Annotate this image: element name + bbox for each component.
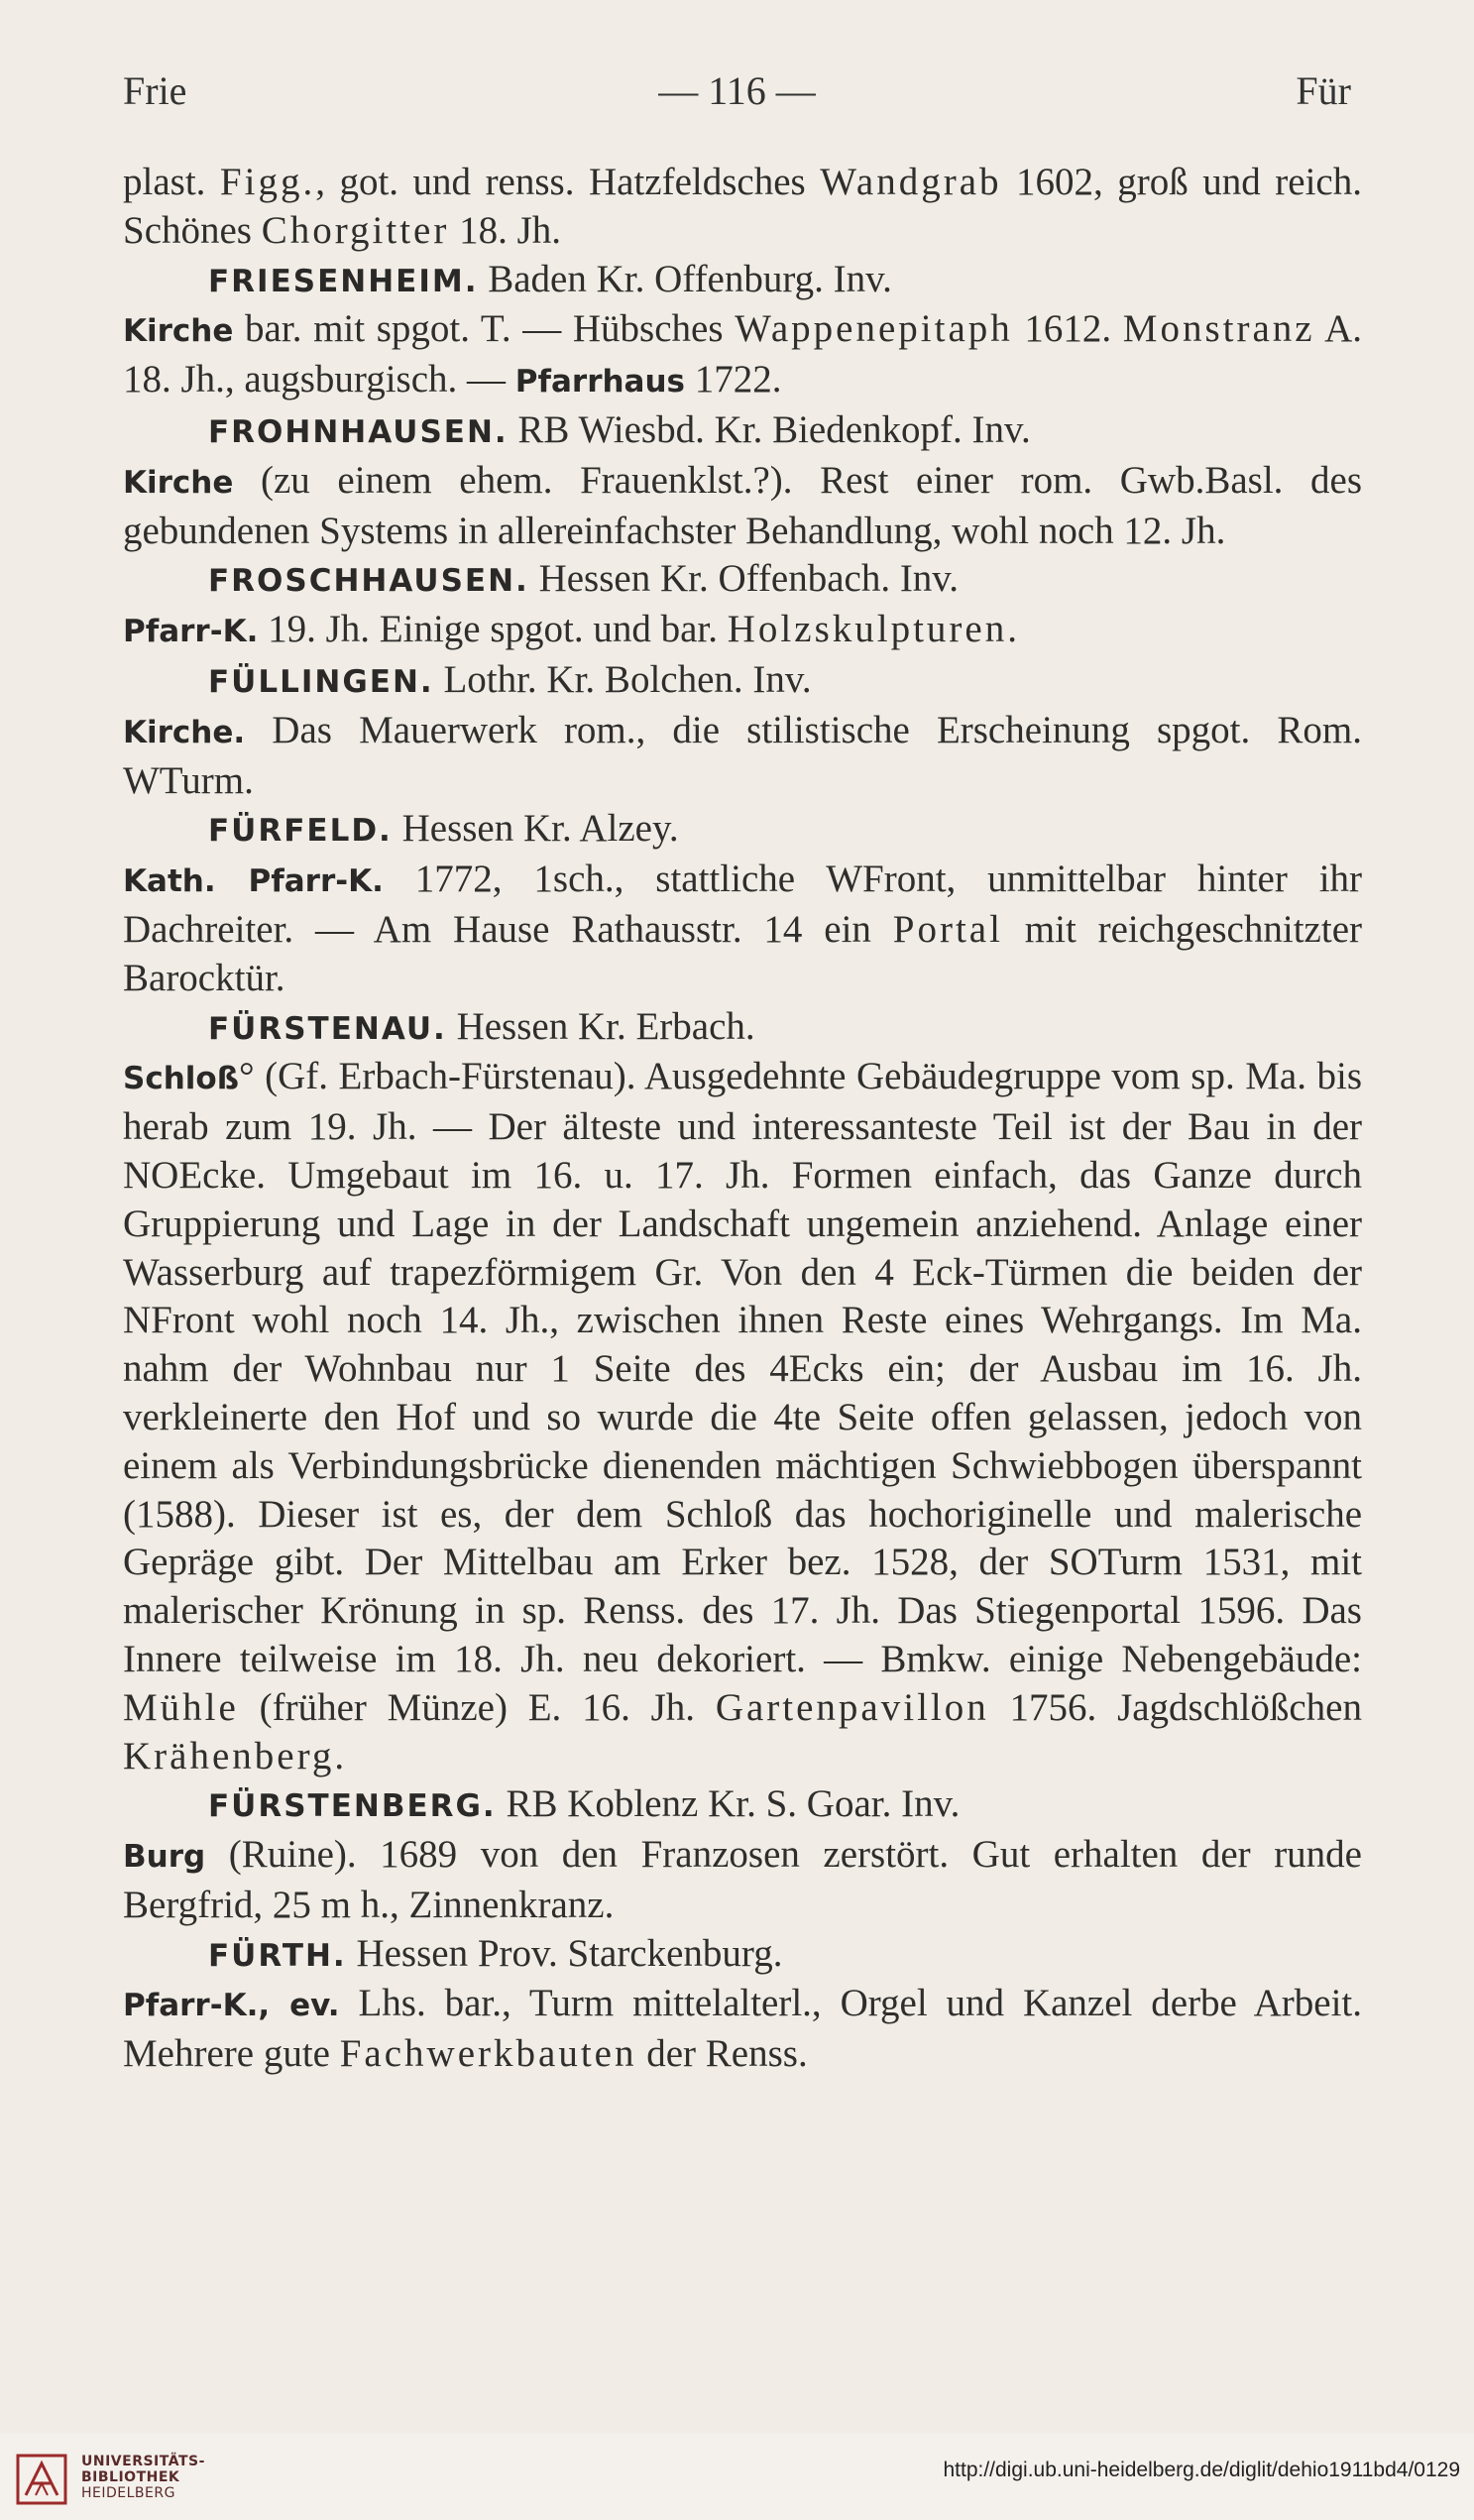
entry-heading-frohnhausen: FROHNHAUSEN. RB Wiesbd. Kr. Biedenkopf. Inv. xyxy=(208,407,1031,451)
entry-heading-froschhausen: FROSCHHAUSEN. Hessen Kr. Offenbach. Inv. xyxy=(208,557,960,601)
body-text xyxy=(123,159,1362,2079)
page-number: — 116 — xyxy=(658,68,816,113)
entry-heading-fuerstenberg: FÜRSTENBERG. RB Koblenz Kr. S. Goar. Inv. xyxy=(208,1782,961,1826)
entry-heading-fuellingen: FÜLLINGEN. Lothr. Kr. Bolchen. Inv. xyxy=(208,657,812,701)
place-name: FÜRSTENAU. xyxy=(208,1010,447,1047)
entry-body-fuerstenberg: Burg (Ruine). 1689 von den Franzosen zerstört. Gut erhalten der runde Bergfrid, 25 m h., Zinnenkranz. xyxy=(123,1833,1362,1926)
place-name: FRIESENHEIM. xyxy=(208,263,479,299)
running-head-left: Frie xyxy=(123,68,187,113)
ub-heidelberg-logo-icon xyxy=(16,2454,67,2505)
entry-body-frohnhausen: Kirche (zu einem ehem. Frauenklst.?). Rest einer rom. Gwb.Basl. des gebundenen Systems in allereinfachster Behandlung, wohl noch 12. Jh. xyxy=(123,458,1362,552)
place-name: FROSCHHAUSEN. xyxy=(208,563,529,600)
entry-heading-fuerth: FÜRTH. Hessen Prov. Starckenburg. xyxy=(208,1931,783,1975)
place-name: FROHNHAUSEN. xyxy=(208,413,509,450)
library-name: UNIVERSITÄTS- BIBLIOTHEK HEIDELBERG xyxy=(81,2454,205,2501)
entry-body-fuerstenau: Schloß° (Gf. Erbach-Fürstenau). Ausgedehnte Gebäudegruppe vom sp. Ma. bis herab zum 19. Jh. — Der älteste und interessanteste Teil ist der Bau in der NOEcke. Umgebaut im 16. u. 17. Jh. Formen einfach, das Ganze durch Gruppierung und Lage in der Landschaft ungemein anziehend. Anlage einer Wasserburg auf trapezförmigem Gr. Von den 4 Eck-Türmen die beiden der NFront wohl noch 14. Jh., zwischen ihnen Reste eines Wehrgangs. Im Ma. nahm der Wohnbau nur 1 Seite des 4Ecks ein; der Ausbau im 16. Jh. verkleinerte den Hof und so wurde die 4te Seite offen gelassen, jedoch von einem als Verbindungsbrücke dienenden mächtigen Schwiebbogen überspannt (1588). Dieser ist es, der dem Schloß das hochoriginelle und malerische Gepräge gibt. Der Mittelbau am Erker bez. 1528, der SOTurm 1531, mit malerischer Krönung in sp. Renss. des 17. Jh. Das Stiegenportal 1596. Das Innere teilweise im 18. Jh. neu dekoriert. — Bmkw. einige Nebengebäude: Mühle (früher Münze) E. 16. Jh. Gartenpavillon 1756. Jagdschlößchen Krähenberg. xyxy=(123,1055,1362,1777)
entry-body-fuellingen: Kirche. Das Mauerwerk rom., die stilistische Erscheinung spgot. Rom. WTurm. xyxy=(123,708,1362,802)
place-name: FÜRSTENBERG. xyxy=(208,1788,497,1825)
entry-body-fuerfeld: Kath. Pfarr-K. 1772, 1sch., stattliche WFront, unmittelbar hinter ihr Dachreiter. — Am Hause Rathausstr. 14 ein Portal mit reichgeschnitzter Barocktür. xyxy=(123,858,1363,999)
place-name: FÜRTH. xyxy=(208,1937,347,1974)
place-name: FÜLLINGEN. xyxy=(208,663,434,700)
place-name: FÜRFELD. xyxy=(208,813,393,850)
source-url-link[interactable]: http://digi.ub.uni-heidelberg.de/diglit/dehio1911bd4/0129 xyxy=(943,2459,1460,2481)
entry-body-friesenheim: Kirche bar. mit spgot. T. — Hübsches Wappenepitaph 1612. Monstranz A. 18. Jh., augsburgisch. — Pfarrhaus 1722. xyxy=(123,307,1363,401)
entry-heading-fuerstenau: FÜRSTENAU. Hessen Kr. Erbach. xyxy=(208,1004,755,1048)
running-head xyxy=(123,67,1351,117)
entry-heading-fuerfeld: FÜRFELD. Hessen Kr. Alzey. xyxy=(208,807,679,851)
entry-heading-friesenheim: FRIESENHEIM. Baden Kr. Offenburg. Inv. xyxy=(208,257,892,300)
continuation-paragraph: plast. Figg., got. und renss. Hatzfeldsches Wandgrab 1602, groß und reich. Schönes Chorgitter 18. Jh. xyxy=(123,161,1362,252)
entry-body-froschhausen: Pfarr-K. 19. Jh. Einige spgot. und bar. Holzskulpturen. xyxy=(123,608,1017,651)
entry-body-fuerth: Pfarr-K., ev. Lhs. bar., Turm mittelalterl., Orgel und Kanzel derbe Arbeit. Mehrere gute Fachwerkbauten der Renss. xyxy=(123,1982,1362,2076)
footer-bar xyxy=(0,2434,1474,2520)
running-head-right: Für xyxy=(1296,68,1351,113)
